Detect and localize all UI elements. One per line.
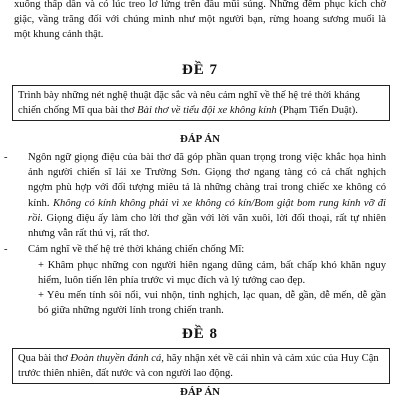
intro-paragraph — [14, 0, 386, 43]
section-8-question-box — [12, 348, 390, 384]
question-8-text: Qua bài thơ — [18, 353, 71, 364]
answer-7-p1-quote: Không có kính không phải vì xe không có kín/Bom giật bom rung kính vỡ đi rồi. — [28, 197, 386, 224]
answer-7-p1-continuation: Giọng điệu ấy làm cho lời thơ gần với lời văn xuôi, lời đối thoại, rất tự nhiên nhưng vẫn rất thú vị, rất thơ. — [28, 212, 386, 240]
question-7-author: (Phạm Tiến Duật). — [276, 105, 358, 116]
question-7-poem-title: Bài thơ về tiểu đội xe không kính — [137, 105, 277, 116]
question-7-text: Trình bày những nét nghệ thuật đặc sắc và nêu cảm nghĩ về thế hệ trẻ thời kháng chiến chống Mĩ qua bài thơ — [18, 90, 360, 116]
answer-7-bullet-1: + Khâm phục những con người hiên ngang dũng cảm, bất chấp khó khăn nguy hiểm, luôn tiến lên phía trước vì mục đích và lý tưởng cao đẹp. — [38, 260, 386, 287]
answer-7-paragraph-2: Cảm nghĩ về thế hệ trẻ thời kháng chiến chống Mĩ: — [28, 244, 245, 255]
section-8-answer-heading: ĐÁP ÁN — [180, 386, 220, 398]
answer-7-bullet-2: + Yêu mến tính sôi nổi, vui nhộn, tinh nghịch, lạc quan, dễ gần, dễ mến, dễ gần bó giữa những người lính trong chiến tranh. — [38, 290, 386, 317]
section-8-title: ĐỀ 8 — [181, 326, 219, 342]
section-7-title: ĐỀ 7 — [181, 62, 219, 78]
bullet-dash: - — [4, 152, 8, 163]
bullet-dash: - — [4, 244, 8, 255]
section-7-answer-heading: ĐÁP ÁN — [180, 133, 220, 145]
question-8-continuation: hãy nhận xét về cái nhìn và cảm xúc của Huy Cận trước thiên nhiên, đất nước và con người lao động. — [18, 353, 379, 379]
answer-7-p1-text: Ngôn ngữ giọng điệu của bài thơ đã góp phần quan trọng trong việc khắc họa hình ảnh người chiến sĩ lái xe Trường Sơn. Giọng thơ ngang tàng có cả chất nghịch ngợm phù hợp với đối tượng miêu tả là những chàng trai trong chiếc xe không có kính. — [28, 152, 386, 209]
answer-7-paragraph-1 — [28, 150, 386, 241]
question-8-poem-title: Đoàn thuyền đánh cá, — [70, 353, 164, 364]
intro-text: xuống thấp dần và có lúc treo lơ lửng trên đầu mũi súng. Những đêm phục kích chờ giặc, vầng trăng đối với chúng mình như một người bạn, rừng hoang sương muối là một khung cảnh thật. — [14, 0, 386, 41]
section-7-question-box — [12, 85, 390, 121]
